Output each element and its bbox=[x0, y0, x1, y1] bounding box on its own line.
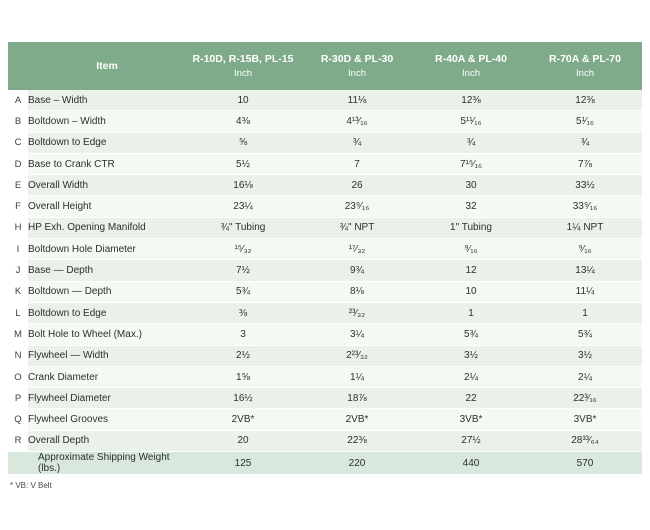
row-value-model-4: 33½ bbox=[528, 175, 642, 196]
row-value-model-3: 22 bbox=[414, 388, 528, 409]
row-item-label: Base to Crank CTR bbox=[28, 153, 186, 174]
table-footer-row bbox=[8, 452, 642, 475]
table-row bbox=[8, 153, 642, 174]
table-row bbox=[8, 324, 642, 345]
row-value-model-1: 4⅜ bbox=[186, 111, 300, 132]
row-item-label: Flywheel — Width bbox=[28, 345, 186, 366]
row-value-model-3: 27½ bbox=[414, 430, 528, 451]
row-value-model-4: 22³⁄₁₆ bbox=[528, 388, 642, 409]
table-row bbox=[8, 111, 642, 132]
row-value-model-1: 20 bbox=[186, 430, 300, 451]
row-letter: P bbox=[8, 388, 28, 409]
table-row bbox=[8, 132, 642, 153]
row-value-model-4: 5¾ bbox=[528, 324, 642, 345]
row-value-model-1: 16⅛ bbox=[186, 175, 300, 196]
row-value-model-3: 10 bbox=[414, 281, 528, 302]
row-value-model-1: ⅜ bbox=[186, 302, 300, 323]
table-row bbox=[8, 90, 642, 111]
row-value-model-1: 23¼ bbox=[186, 196, 300, 217]
row-value-model-3: 30 bbox=[414, 175, 528, 196]
row-value-model-1: 5½ bbox=[186, 153, 300, 174]
row-letter: E bbox=[8, 175, 28, 196]
row-item-label: Boltdown to Edge bbox=[28, 302, 186, 323]
table-row bbox=[8, 260, 642, 281]
column-header-item bbox=[28, 42, 186, 90]
row-value-model-4: 13¼ bbox=[528, 260, 642, 281]
row-letter: D bbox=[8, 153, 28, 174]
row-value-model-2: 2VB* bbox=[300, 409, 414, 430]
row-item-label: Overall Depth bbox=[28, 430, 186, 451]
row-value-model-2: 3¼ bbox=[300, 324, 414, 345]
row-value-model-3: 5¾ bbox=[414, 324, 528, 345]
table-row bbox=[8, 281, 642, 302]
row-value-model-4: 5¹⁄₁₆ bbox=[528, 111, 642, 132]
column-header-item-label: Item bbox=[96, 59, 118, 72]
row-value-model-4: 28³³⁄₆₄ bbox=[528, 430, 642, 451]
row-value-model-3: 3½ bbox=[414, 345, 528, 366]
column-header-model-3-label: R-40A & PL-40 bbox=[435, 52, 507, 65]
column-header-model-2 bbox=[300, 42, 414, 90]
row-value-model-2: ²³⁄₃₂ bbox=[300, 302, 414, 323]
row-letter: J bbox=[8, 260, 28, 281]
row-letter: I bbox=[8, 239, 28, 260]
row-item-label: Overall Height bbox=[28, 196, 186, 217]
table-row bbox=[8, 239, 642, 260]
row-item-label: Boltdown Hole Diameter bbox=[28, 239, 186, 260]
row-value-model-4: 1 bbox=[528, 302, 642, 323]
row-value-model-4: ¾ bbox=[528, 132, 642, 153]
table-row bbox=[8, 345, 642, 366]
row-letter: N bbox=[8, 345, 28, 366]
table-row bbox=[8, 388, 642, 409]
row-value-model-4: 2¼ bbox=[528, 366, 642, 387]
column-header-model-4-unit: Inch bbox=[576, 67, 594, 79]
column-header-model-1-unit: Inch bbox=[234, 67, 252, 79]
row-value-model-2: 18⅞ bbox=[300, 388, 414, 409]
row-value-model-2: 23⁹⁄₁₆ bbox=[300, 196, 414, 217]
row-item-label: Bolt Hole to Wheel (Max.) bbox=[28, 324, 186, 345]
row-value-model-1: ¾" Tubing bbox=[186, 217, 300, 238]
row-value-model-1: 5¾ bbox=[186, 281, 300, 302]
row-value-model-3: ¾ bbox=[414, 132, 528, 153]
column-header-model-2-label: R-30D & PL-30 bbox=[320, 52, 394, 65]
row-value-model-2: 9¾ bbox=[300, 260, 414, 281]
row-item-label: Flywheel Grooves bbox=[28, 409, 186, 430]
row-value-model-3: 3VB* bbox=[414, 409, 528, 430]
row-value-model-3: 12 bbox=[414, 260, 528, 281]
row-value-model-2: 26 bbox=[300, 175, 414, 196]
table-row bbox=[8, 217, 642, 238]
row-value-model-3: ⁹⁄₁₆ bbox=[414, 239, 528, 260]
row-value-model-2: 11⅛ bbox=[300, 90, 414, 111]
row-value-model-1: 16½ bbox=[186, 388, 300, 409]
column-header-model-1-label: R-10D, R-15B, PL-15 bbox=[192, 52, 294, 65]
footer-value-model-2: 220 bbox=[300, 452, 414, 475]
row-value-model-2: 7 bbox=[300, 153, 414, 174]
row-letter: Q bbox=[8, 409, 28, 430]
row-value-model-2: 4¹³⁄₁₆ bbox=[300, 111, 414, 132]
row-value-model-2: 1¼ bbox=[300, 366, 414, 387]
table-row bbox=[8, 196, 642, 217]
row-item-label: Boltdown – Width bbox=[28, 111, 186, 132]
row-item-label: Base – Width bbox=[28, 90, 186, 111]
row-value-model-1: 2½ bbox=[186, 345, 300, 366]
column-header-model-2-unit: Inch bbox=[348, 67, 366, 79]
row-value-model-4: 1¼ NPT bbox=[528, 217, 642, 238]
column-header-model-4 bbox=[528, 42, 642, 90]
column-header-model-3-unit: Inch bbox=[462, 67, 480, 79]
row-value-model-4: 7⅞ bbox=[528, 153, 642, 174]
row-value-model-3: 2¼ bbox=[414, 366, 528, 387]
column-header-letter bbox=[8, 42, 28, 90]
row-value-model-1: 7½ bbox=[186, 260, 300, 281]
row-value-model-3: 7¹⁵⁄₁₆ bbox=[414, 153, 528, 174]
row-value-model-1: 2VB* bbox=[186, 409, 300, 430]
row-value-model-3: 1 bbox=[414, 302, 528, 323]
row-value-model-2: 2²³⁄₃₂ bbox=[300, 345, 414, 366]
row-value-model-2: ¹⁷⁄₃₂ bbox=[300, 239, 414, 260]
table-body bbox=[8, 90, 642, 474]
row-letter: F bbox=[8, 196, 28, 217]
row-value-model-2: 22⅜ bbox=[300, 430, 414, 451]
footer-value-model-1: 125 bbox=[186, 452, 300, 475]
table-header-row bbox=[8, 42, 642, 90]
footer-value-model-3: 440 bbox=[414, 452, 528, 475]
row-letter: O bbox=[8, 366, 28, 387]
row-value-model-1: 3 bbox=[186, 324, 300, 345]
row-item-label: Base — Depth bbox=[28, 260, 186, 281]
row-item-label: Flywheel Diameter bbox=[28, 388, 186, 409]
footer-value-model-4: 570 bbox=[528, 452, 642, 475]
row-value-model-4: 12⅜ bbox=[528, 90, 642, 111]
row-value-model-2: ¾ bbox=[300, 132, 414, 153]
row-value-model-2: ¾" NPT bbox=[300, 217, 414, 238]
table-row bbox=[8, 409, 642, 430]
row-letter: H bbox=[8, 217, 28, 238]
row-letter: L bbox=[8, 302, 28, 323]
table-header bbox=[8, 42, 642, 90]
row-value-model-1: 10 bbox=[186, 90, 300, 111]
row-value-model-4: 11¼ bbox=[528, 281, 642, 302]
row-value-model-1: ¹⁵⁄₃₂ bbox=[186, 239, 300, 260]
row-item-label: HP Exh. Opening Manifold bbox=[28, 217, 186, 238]
row-letter: R bbox=[8, 430, 28, 451]
table-row bbox=[8, 175, 642, 196]
row-value-model-4: ⁹⁄₁₆ bbox=[528, 239, 642, 260]
row-letter: A bbox=[8, 90, 28, 111]
row-value-model-4: 3VB* bbox=[528, 409, 642, 430]
row-item-label: Boltdown — Depth bbox=[28, 281, 186, 302]
footer-item-label: Approximate Shipping Weight (lbs.) bbox=[28, 452, 186, 475]
column-header-model-1 bbox=[186, 42, 300, 90]
table-row bbox=[8, 430, 642, 451]
footer-letter bbox=[8, 452, 28, 475]
table-row bbox=[8, 366, 642, 387]
row-letter: B bbox=[8, 111, 28, 132]
row-item-label: Overall Width bbox=[28, 175, 186, 196]
column-header-model-4-label: R-70A & PL-70 bbox=[549, 52, 621, 65]
column-header-model-3 bbox=[414, 42, 528, 90]
table-row bbox=[8, 302, 642, 323]
row-value-model-3: 32 bbox=[414, 196, 528, 217]
row-item-label: Crank Diameter bbox=[28, 366, 186, 387]
row-value-model-4: 33⁹⁄₁₆ bbox=[528, 196, 642, 217]
row-letter: M bbox=[8, 324, 28, 345]
table-footnote: * VB: V Belt bbox=[10, 481, 52, 491]
row-value-model-3: 12⅜ bbox=[414, 90, 528, 111]
row-value-model-2: 8⅛ bbox=[300, 281, 414, 302]
row-item-label: Boltdown to Edge bbox=[28, 132, 186, 153]
row-value-model-4: 3½ bbox=[528, 345, 642, 366]
row-value-model-1: ⅝ bbox=[186, 132, 300, 153]
row-value-model-3: 5¹¹⁄₁₆ bbox=[414, 111, 528, 132]
row-value-model-1: 1⅝ bbox=[186, 366, 300, 387]
row-letter: C bbox=[8, 132, 28, 153]
specification-table bbox=[8, 42, 642, 474]
row-value-model-3: 1" Tubing bbox=[414, 217, 528, 238]
row-letter: K bbox=[8, 281, 28, 302]
